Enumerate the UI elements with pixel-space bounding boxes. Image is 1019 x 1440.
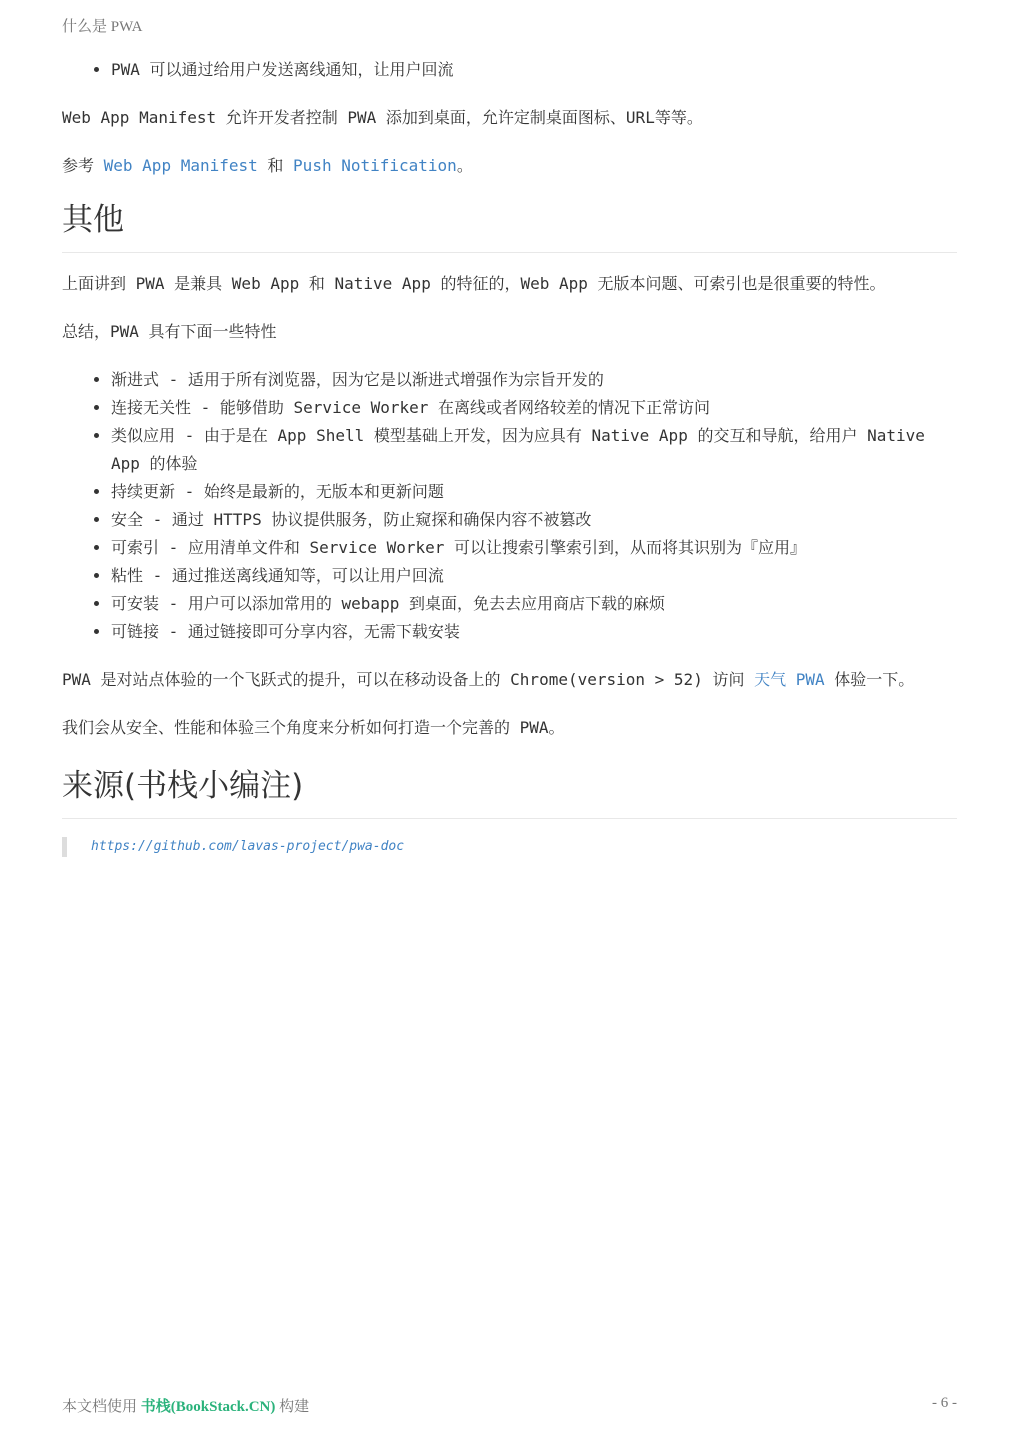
source-blockquote [62, 837, 957, 857]
document-content [62, 56, 957, 857]
list-item: • 可链接 - 通过链接即可分享内容，无需下载安装 [111, 618, 957, 646]
other-paragraph-3 [62, 666, 957, 694]
manifest-paragraph: Web App Manifest 允许开发者控制 PWA 添加到桌面，允许定制桌面图标、URL等等。 [62, 108, 703, 127]
reference-paragraph [62, 152, 957, 180]
footer-credit [62, 1395, 309, 1416]
paragraph-3-prefix: PWA 是对站点体验的一个飞跃式的提升，可以在移动设备上的 Chrome(version > 52) 访问 [62, 670, 755, 689]
list-item: • 粘性 - 通过推送离线通知等，可以让用户回流 [111, 562, 957, 590]
features-list [62, 366, 957, 646]
reference-mid: 和 [257, 156, 294, 175]
list-item: • 可安装 - 用户可以添加常用的 webapp 到桌面，免去去应用商店下载的麻烦 [111, 590, 957, 618]
page-header-title: 什么是 PWA [62, 19, 143, 35]
bullet-list [62, 56, 957, 84]
push-notification-link[interactable]: Push Notification [293, 156, 457, 175]
web-app-manifest-link[interactable]: Web App Manifest [103, 156, 258, 175]
other-paragraph-1: 上面讲到 PWA 是兼具 Web App 和 Native App 的特征的，Web App 无版本问题、可索引也是很重要的特性。 [62, 274, 886, 293]
list-item: • 类似应用 - 由于是在 App Shell 模型基础上开发，因为应具有 Native App 的交互和导航，给用户 Native App 的体验 [111, 422, 957, 478]
list-item: • 连接无关性 - 能够借助 Service Worker 在离线或者网络较差的情况下正常访问 [111, 394, 957, 422]
other-paragraph-2: 总结，PWA 具有下面一些特性 [62, 322, 277, 341]
page-number: - 6 - [932, 1395, 957, 1411]
source-link[interactable]: https://github.com/lavas-project/pwa-doc [91, 839, 405, 854]
weather-pwa-link[interactable]: 天气 PWA [754, 670, 825, 689]
reference-suffix: 。 [456, 156, 473, 175]
reference-prefix: 参考 [62, 156, 104, 175]
list-item: • 安全 - 通过 HTTPS 协议提供服务，防止窥探和确保内容不被篡改 [111, 506, 957, 534]
section-heading-other: 其他 [62, 198, 957, 253]
footer-brand-link[interactable]: 书栈(BookStack.CN) [140, 1399, 276, 1415]
list-item: • PWA 可以通过给用户发送离线通知，让用户回流 [111, 56, 957, 84]
section-heading-source: 来源(书栈小编注) [62, 764, 957, 819]
list-item: • 渐进式 - 适用于所有浏览器，因为它是以渐进式增强作为宗旨开发的 [111, 366, 957, 394]
footer-prefix: 本文档使用 [62, 1399, 141, 1415]
list-item: • 持续更新 - 始终是最新的，无版本和更新问题 [111, 478, 957, 506]
footer-suffix: 构建 [275, 1399, 310, 1415]
paragraph-3-suffix: 体验一下。 [824, 670, 915, 689]
list-item: • 可索引 - 应用清单文件和 Service Worker 可以让搜索引擎索引到，从而将其识别为『应用』 [111, 534, 957, 562]
other-paragraph-4: 我们会从安全、性能和体验三个角度来分析如何打造一个完善的 PWA。 [62, 718, 565, 737]
